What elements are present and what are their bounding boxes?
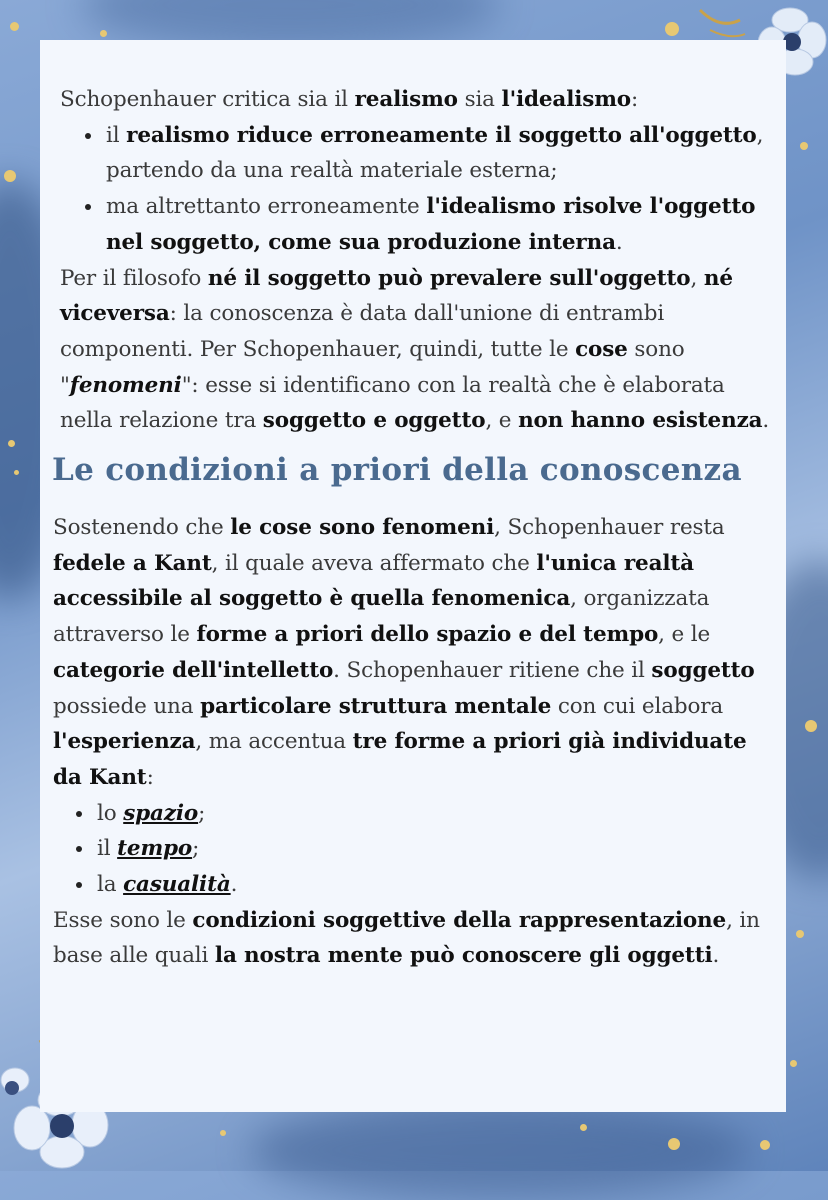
- intro-section: [60, 82, 772, 439]
- intro-text: :: [631, 87, 639, 112]
- paragraph: Sostenendo che le cose sono fenomeni, Schopenhauer resta fedele a Kant, il quale aveva affermato che l'unica realtà accessibile al soggetto è quella fenomenica, organizzata attraverso le forme a priori dello spazio e del tempo, e le categorie dell'intelletto. Schopenhauer ritiene che il soggetto possiede una particolare struttura mentale con cui elabora l'esperienza, ma accentua tre forme a priori già individuate da Kant:: [53, 515, 755, 790]
- gold-dot: [10, 22, 19, 31]
- intro-text: sia: [457, 87, 502, 112]
- forms-list: [53, 796, 773, 903]
- list-item: • ma altrettanto erroneamente l'idealismo risolve l'oggetto nel soggetto, come sua produzione interna.: [104, 189, 772, 260]
- paragraph: Esse sono le condizioni soggettive della rappresentazione, in base alle quali la nostra mente può conoscere gli oggetti.: [53, 907, 760, 969]
- intro-text: Schopenhauer critica sia il: [60, 87, 355, 112]
- gold-dot: [8, 440, 15, 447]
- gold-dot: [668, 1138, 680, 1150]
- background-swirl: [250, 1100, 750, 1200]
- gold-dot: [760, 1140, 770, 1150]
- gold-dot: [4, 170, 16, 182]
- gold-dot: [796, 930, 804, 938]
- list-item: • il realismo riduce erroneamente il soggetto all'oggetto, partendo da una realtà materiale esterna;: [104, 118, 772, 189]
- section-heading: Le condizioni a priori della conoscenza: [52, 452, 742, 488]
- list-item: • lo spazio;: [95, 796, 773, 832]
- gold-dot: [790, 1060, 797, 1067]
- list-item: • il tempo;: [95, 831, 773, 867]
- gold-dot: [805, 720, 817, 732]
- gold-dot: [100, 30, 107, 37]
- list-item: • la casualità.: [95, 867, 773, 903]
- intro-bold: realismo: [354, 87, 458, 112]
- gold-dot: [14, 470, 19, 475]
- intro-bold: l'idealismo: [501, 87, 631, 112]
- paragraph: Per il filosofo né il soggetto può prevalere sull'oggetto, né viceversa: la conoscenza è data dall'unione di entrambi componenti. Per Schopenhauer, quindi, tutte le cose sono "fenomeni": esse si identificano con la realtà che è elaborata nella relazione tra soggetto e oggetto, e non hanno esistenza.: [60, 265, 770, 434]
- gold-dot: [220, 1130, 226, 1136]
- section-body: [53, 510, 773, 974]
- gold-dot: [580, 1124, 587, 1131]
- document-page: [40, 40, 786, 1112]
- critique-list: [60, 118, 772, 261]
- intro-line: [60, 82, 772, 118]
- gold-dot: [800, 142, 808, 150]
- gold-dot: [665, 22, 679, 36]
